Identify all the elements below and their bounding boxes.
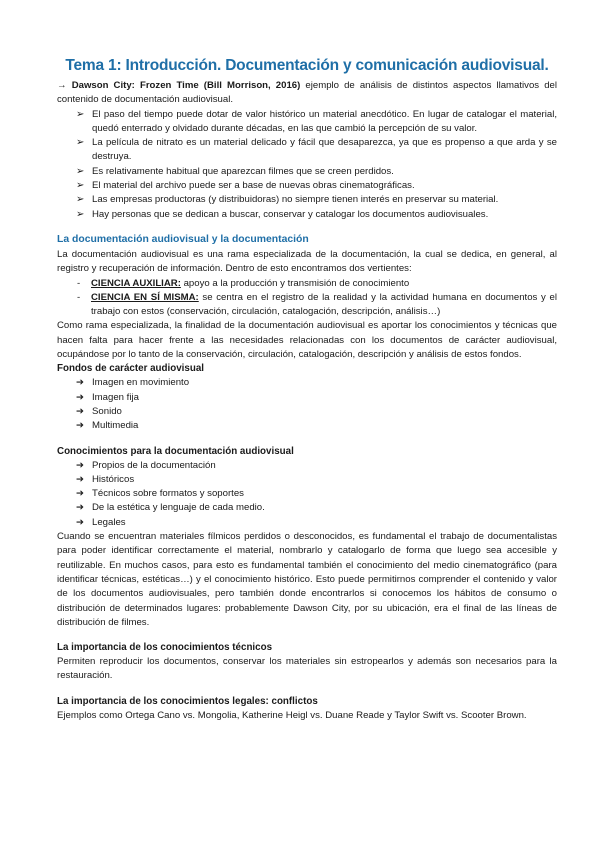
section-heading-documentacion: La documentación audiovisual y la documentación [57, 233, 309, 245]
film-reference: Dawson City: Frozen Time (Bill Morrison, 2016) [71, 80, 301, 91]
arrow-bullet-icon: ➔ [76, 488, 85, 500]
arrow-bullet-icon: ➔ [76, 502, 85, 514]
section-paragraph: Cuando se encuentran materiales fílmicos perdidos o desconocidos, es fundamental el trabajo de documentalistas para poder identificar correctamente el material, nombrarlo y catalogarlo de forma que luego sea accesible y reutilizable. En muchos casos, para esto es fundamental también el conocimiento del medio cinematográfico (para identificar técnicas, estéticas…) y el conocimiento histórico. Esto puede permitirnos comprender el contenido y valor de los documentos audiovisuales, pero también donde encontrarlos si conocemos los hábitos de consumo o distribución de determinados lugares: probablemente Dawson City, por su ubicación, era el final de las líneas de distribución de filmes. [57, 531, 557, 628]
arrowhead-bullet-icon: ➢ [76, 108, 85, 120]
list-item: ➔ Imagen fija [57, 391, 557, 405]
list-item: - CIENCIA EN SÍ MISMA: se centra en el registro de la realidad y la actividad humana en documentos y el trabajo con estos (conservación, circulación, catalogación, descripción, análisis…) [77, 291, 557, 318]
fondos-heading: Fondos de carácter audiovisual [57, 363, 204, 375]
arrowhead-bullet-icon: ➢ [76, 208, 85, 220]
arrow-bullet-icon: ➔ [76, 420, 85, 432]
arrowhead-bullet-icon: ➢ [76, 180, 85, 192]
intro-paragraph [57, 79, 557, 108]
arrow-bullet-icon: ➔ [76, 459, 85, 471]
list-item: ➢ La película de nitrato es un material delicado y fácil que desaparezca, ya que es propenso a que arda y se destruya. [76, 137, 557, 163]
section-paragraph: Ejemplos como Ortega Cano vs. Mongolia, Katherine Heigl vs. Duane Reade y Taylor Swift vs. Scooter Brown. [57, 709, 527, 721]
list-item: ➔ Legales [57, 516, 557, 530]
arrow-bullet-icon: ➔ [76, 473, 85, 485]
arrow-bullet-icon: ➔ [76, 391, 85, 403]
section-paragraph: Permiten reproducir los documentos, conservar los materiales sin estropearlos y además son necesarios para la restauración. [57, 656, 557, 682]
list-item: ➔ Históricos [57, 473, 557, 487]
conocimientos-list [57, 459, 557, 530]
list-item: ➢ El material del archivo puede ser a base de nuevas obras cinematográficas. [57, 179, 557, 193]
intro-points-list [57, 108, 557, 222]
legales-heading: La importancia de los conocimientos legales: conflictos [57, 695, 318, 707]
list-item: ➔ Técnicos sobre formatos y soportes [57, 487, 557, 501]
dash-bullet-icon: - [77, 277, 81, 289]
list-item: ➔ De la estética y lenguaje de cada medio. [57, 501, 557, 515]
list-item: ➢ Es relativamente habitual que aparezcan filmes que se creen perdidos. [57, 165, 557, 179]
page-title: Tema 1: Introducción. Documentación y comunicación audiovisual. [65, 57, 549, 74]
list-item: ➔ Propios de la documentación [57, 459, 557, 473]
fondos-list [57, 376, 557, 433]
list-item: ➢ Las empresas productoras (y distribuidoras) no siempre tienen interés en preservar su material. [57, 193, 557, 207]
dash-bullet-icon: - [77, 291, 81, 303]
arrowhead-bullet-icon: ➢ [76, 194, 85, 206]
arrow-bullet-icon: ➔ [76, 516, 85, 528]
list-item: ➔ Imagen en movimiento [57, 376, 557, 390]
list-item: ➔ Multimedia [57, 419, 557, 433]
document-page [57, 56, 557, 723]
vertientes-list [57, 277, 557, 320]
arrowhead-bullet-icon: ➢ [76, 165, 85, 177]
list-item: ➔ Sonido [57, 405, 557, 419]
arrow-icon: → [57, 80, 67, 91]
arrow-bullet-icon: ➔ [76, 405, 85, 417]
arrowhead-bullet-icon: ➢ [76, 137, 85, 149]
conocimientos-heading: Conocimientos para la documentación audiovisual [57, 445, 294, 457]
list-item: - CIENCIA AUXILIAR: apoyo a la producción y transmisión de conocimiento [57, 277, 557, 291]
list-item: ➢ El paso del tiempo puede dotar de valor histórico un material anecdótico. En lugar de catalogar el material, quedó enterrado y olvidado durante décadas, en las que cambió la percepción de su valor. [76, 108, 557, 134]
intro-text: ejemplo de análisis de distintos aspectos llamativos del contenido de documentación audiovisual. [57, 80, 557, 106]
tecnicos-heading: La importancia de los conocimientos técnicos [57, 642, 273, 654]
arrow-bullet-icon: ➔ [76, 377, 85, 389]
section-paragraph: Como rama especializada, la finalidad de la documentación audiovisual es aportar los conocimientos y técnicas que hacen falta para hacer frente a las necesidades relacionadas con los documentos de carácter audiovisual, ocupándose por lo tanto de la conservación, circulación, catalogación, descripción y análisis de estos fondos. [57, 320, 557, 361]
list-item: ➢ Hay personas que se dedican a buscar, conservar y catalogar los documentos audiovisuales. [57, 208, 557, 222]
section-paragraph: La documentación audiovisual es una rama especializada de la documentación, la cual se dedica, en general, al registro y recuperación de información. Dentro de esto encontramos dos vertientes: [57, 248, 557, 275]
